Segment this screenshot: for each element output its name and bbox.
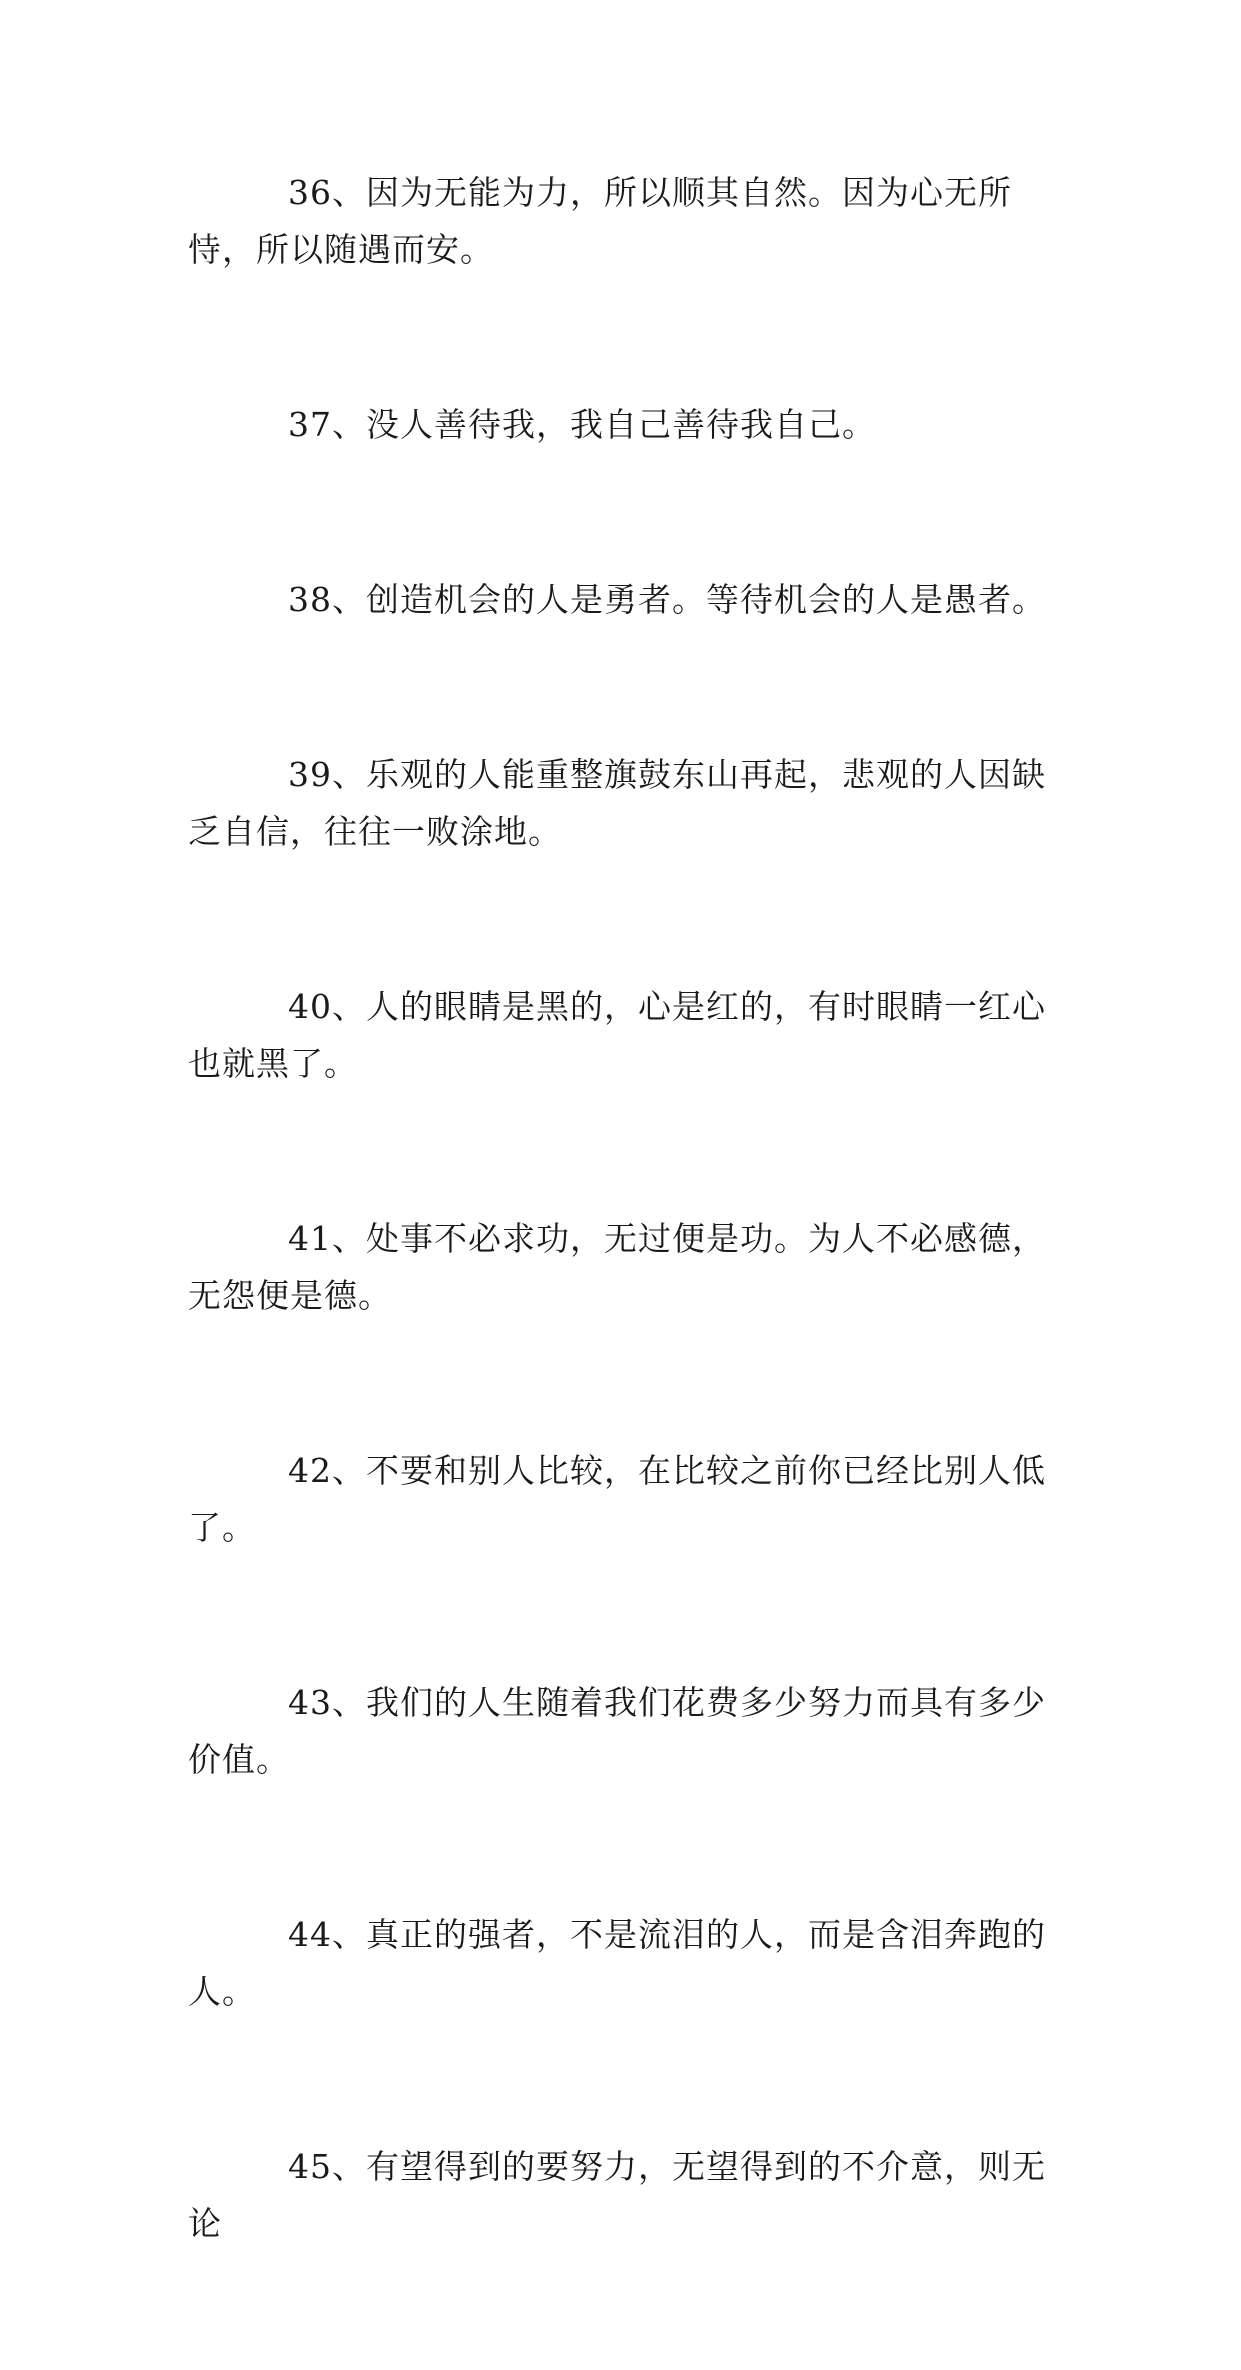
quote-42: 42、不要和别人比较，在比较之前你已经比别人低了。 bbox=[188, 1451, 1046, 1547]
quote-38: 38、创造机会的人是勇者。等待机会的人是愚者。 bbox=[288, 580, 1046, 619]
quote-43: 43、我们的人生随着我们花费多少努力而具有多少价值。 bbox=[188, 1683, 1046, 1779]
quote-37: 37、没人善待我，我自己善待我自己。 bbox=[288, 405, 876, 444]
quote-39: 39、乐观的人能重整旗鼓东山再起，悲观的人因缺乏自信，往往一败涂地。 bbox=[188, 755, 1046, 851]
quote-45: 45、有望得到的要努力，无望得到的不介意，则无论 bbox=[188, 2147, 1046, 2243]
quote-36: 36、因为无能为力，所以顺其自然。因为心无所恃，所以随遇而安。 bbox=[188, 173, 1012, 269]
quote-44: 44、真正的强者，不是流泪的人，而是含泪奔跑的人。 bbox=[188, 1915, 1046, 2011]
quote-40: 40、人的眼睛是黑的，心是红的，有时眼睛一红心也就黑了。 bbox=[188, 987, 1046, 1083]
quote-list bbox=[188, 164, 1056, 2370]
quote-41: 41、处事不必求功，无过便是功。为人不必感德，无怨便是德。 bbox=[188, 1219, 1046, 1315]
